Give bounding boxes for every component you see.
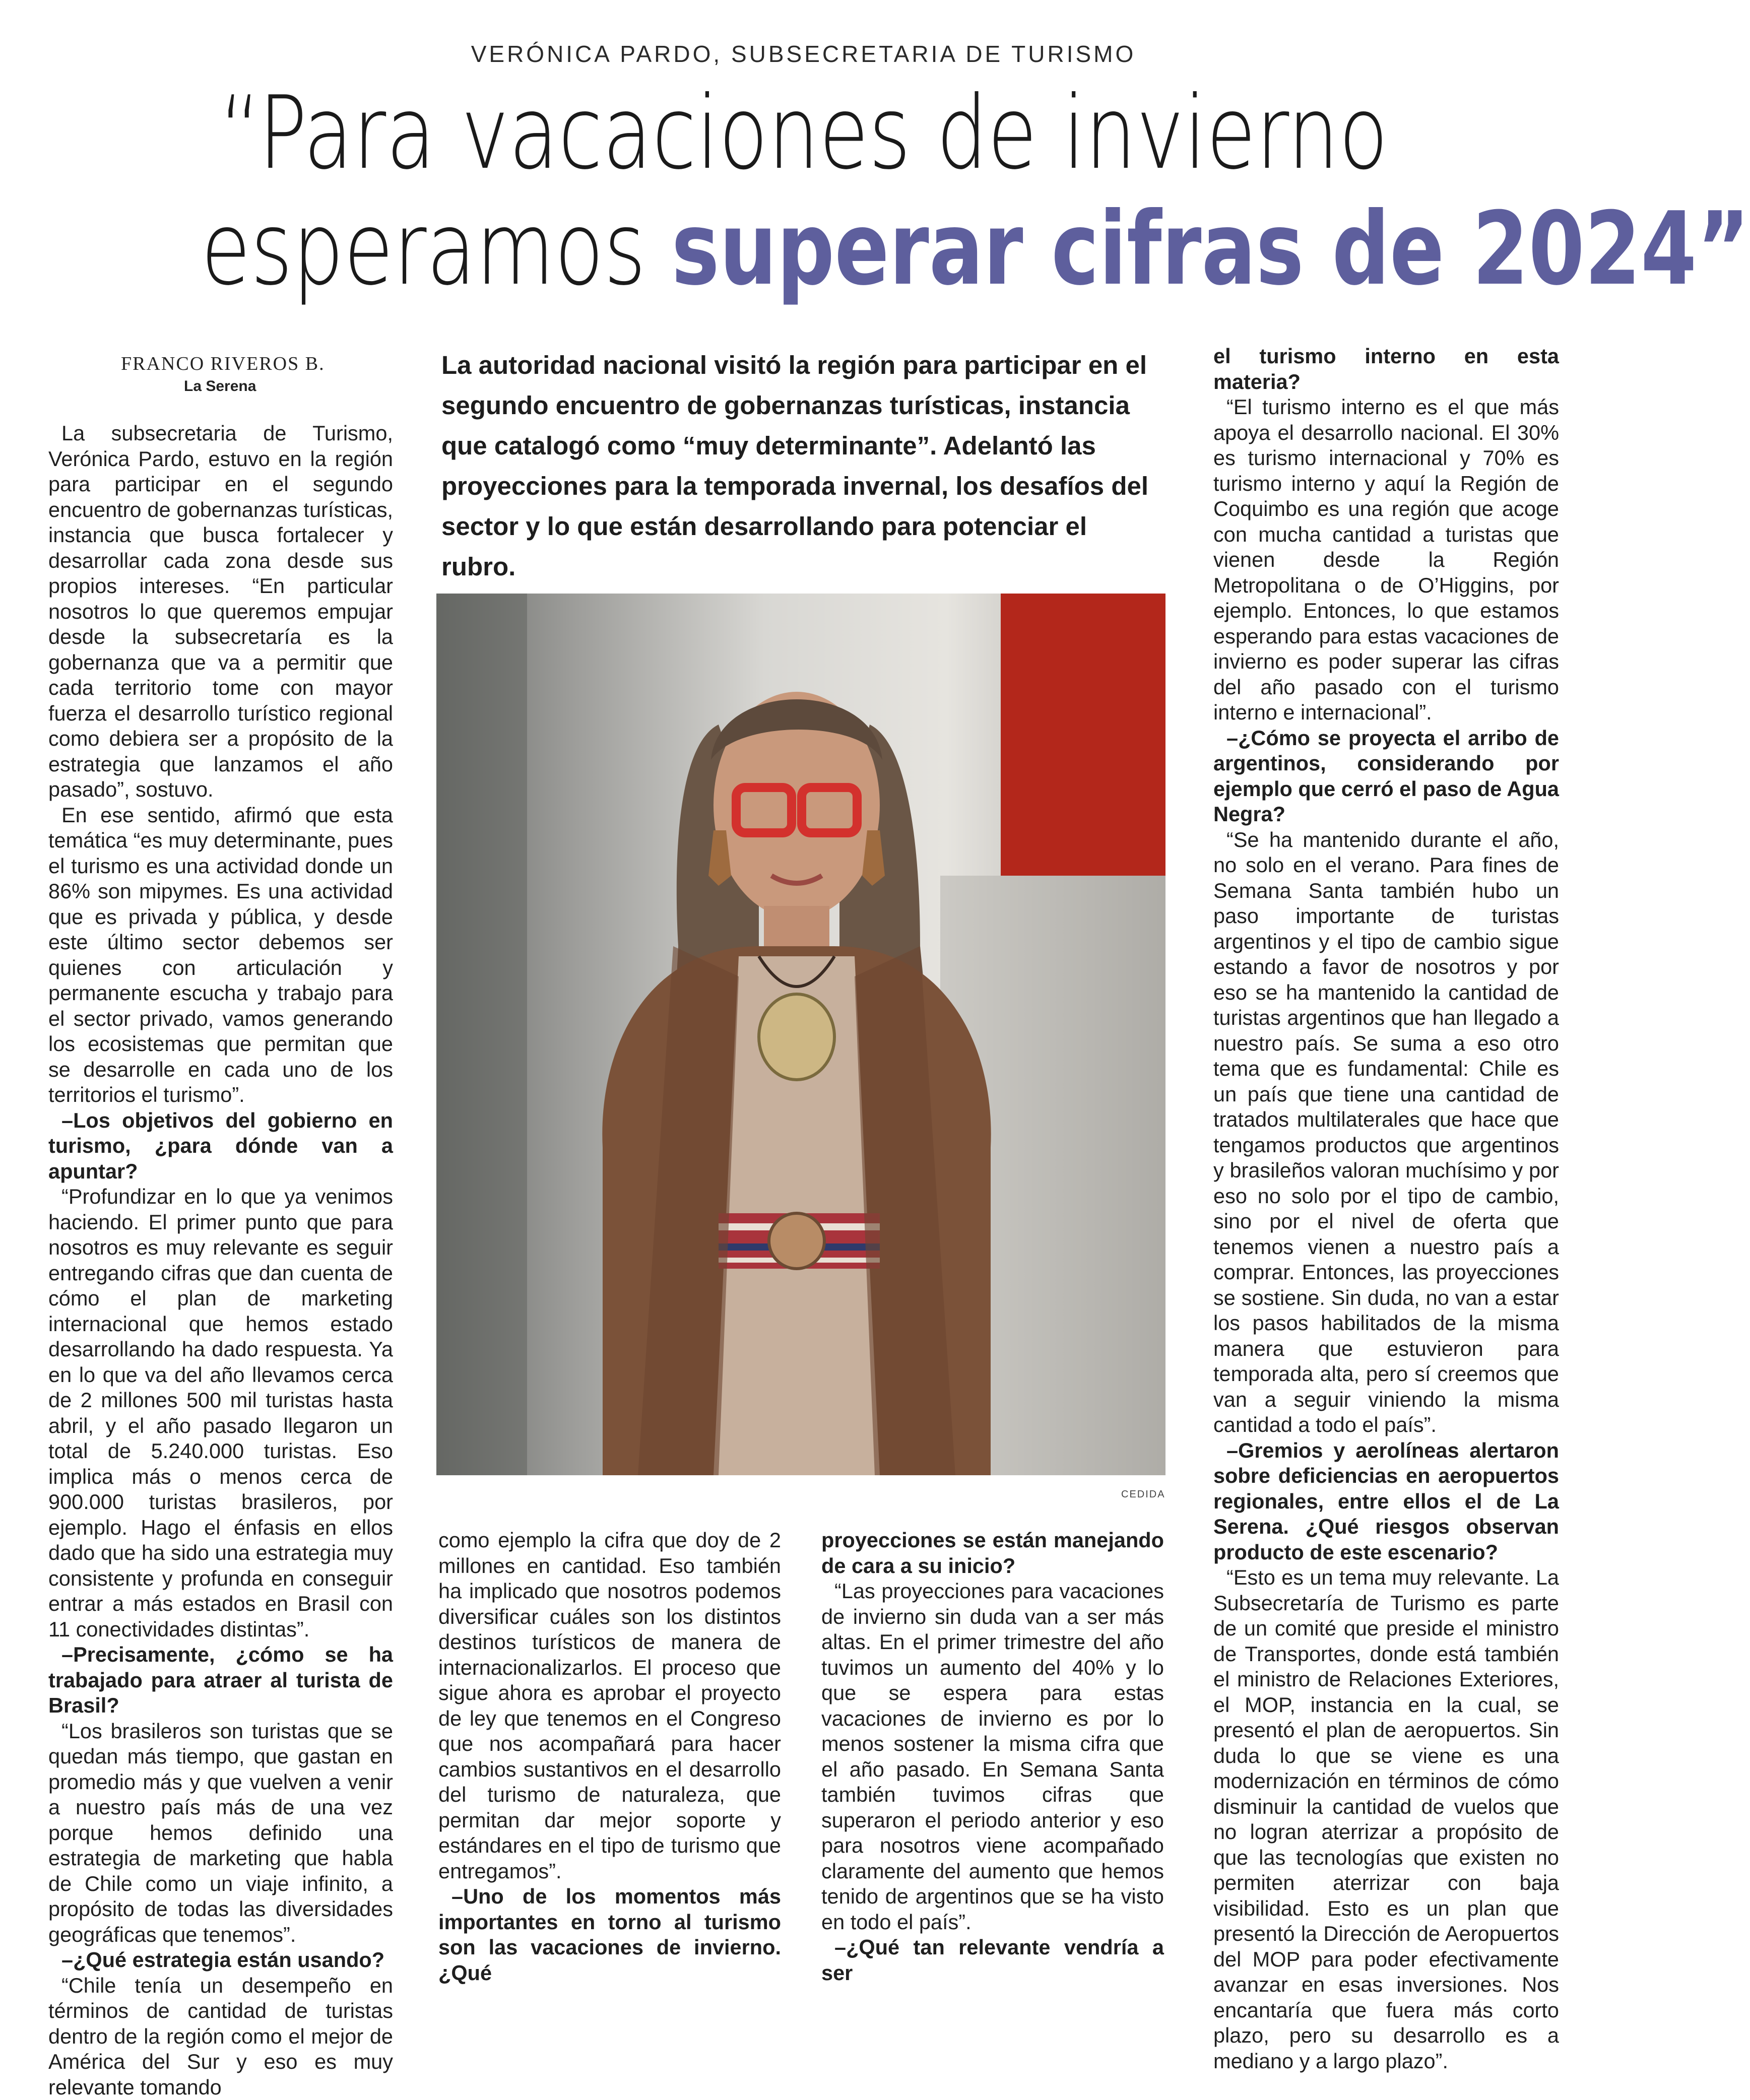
interview-question: –¿Cómo se proyecta el arribo de argentinos, considerando por ejemplo que cerró el paso de Agua Negra? (1213, 726, 1559, 827)
paragraph: La subsecretaria de Turismo, Verónica Pardo, estuvo en la región para participar en el segundo encuentro de gobernanzas turísticas, instancia que busca fortalecer y desarrollar cada zona desde sus propios intereses. “En particular nosotros lo que queremos empujar desde la subsecretaría es la gobernanza que va a permitir que cada territorio tome con mayor fuerza el desarrollo turístico regional como debiera ser a propósito de la estrategia que lanzamos el año pasado”, sostuvo. (48, 421, 393, 803)
article-kicker: VERÓNICA PARDO, SUBSECRETARIA DE TURISMO (0, 40, 1607, 68)
interview-question: proyecciones se están manejando de cara a su inicio? (821, 1528, 1164, 1579)
paragraph: “Chile tenía un desempeño en términos de cantidad de turistas dentro de la región como el mejor de América del Sur y eso es muy relevante tomando (48, 1973, 393, 2100)
article-column-2 (438, 1528, 781, 1986)
headline-plain-part: esperamos (201, 190, 672, 308)
paragraph: En ese sentido, afirmó que esta temática “es muy determinante, pues el turismo es una actividad donde un 86% son mipymes. Es una actividad que es privada y pública, y desde este último sector debemos ser quienes con articulación y permanente escucha y trabajo para el sector privado, vamos generando los ecosistemas que permitan que se desarrolle en cada uno de los territorios el turismo”. (48, 803, 393, 1108)
portrait-illustration (436, 594, 1165, 1475)
headline-accent-part: superar cifras de 2024” (672, 190, 1750, 308)
byline-author: FRANCO RIVEROS B. (121, 353, 325, 375)
paragraph: “Profundizar en lo que ya venimos haciendo. El primer punto que para nosotros es muy relevante es seguir entregando cifras que dan cuenta de cómo el plan de marketing internacional que hemos estado desarrollando ha dado respuesta. Ya en lo que va del año llevamos cerca de 2 millones 500 mil turistas hasta abril, y el año pasado llegaron un total de 5.240.000 turistas. Eso implica más o menos cerca de 900.000 turistas brasileros, por ejemplo. Hago el énfasis en ellos dado que ha sido una estrategia muy consistente y profunda en conseguir entrar a más estados en Brasil con 11 conectividades distintas”. (48, 1184, 393, 1642)
byline-location: La Serena (184, 378, 256, 395)
interview-question: –Gremios y aerolíneas alertaron sobre deficiencias en aeropuertos regionales, entre ellos el de La Serena. ¿Qué riesgos observan producto de este escenario? (1213, 1438, 1559, 1565)
interview-question: –Precisamente, ¿cómo se ha trabajado para atraer al turista de Brasil? (48, 1642, 393, 1719)
interview-question: –Uno de los momentos más importantes en torno al turismo son las vacaciones de invierno. ¿Qué (438, 1884, 781, 1986)
article-column-4 (1213, 344, 1559, 2074)
headline-line-1: “Para vacaciones de invierno (201, 76, 1406, 191)
photo-credit: CEDIDA (1121, 1489, 1165, 1500)
paragraph: “Los brasileros son turistas que se quedan más tiempo, que gastan en promedio más y que vuelven a venir a nuestro país más de una vez porque hemos definido una estrategia de marketing que habla de Chile como un viaje infinito, a propósito de todas las diversidades geográficas que tenemos”. (48, 1719, 393, 1948)
headline-line-2 (201, 191, 1406, 307)
paragraph: “Las proyecciones para vacaciones de invierno sin duda van a ser más altas. En el primer trimestre del año tuvimos un aumento del 40% y lo que se espera para estas vacaciones de invierno es por lo menos sostener la misma cifra que el año pasado. En Semana Santa también tuvimos cifras que superaron el periodo anterior y eso para nosotros viene acompañado claramente del aumento que hemos tenido de argentinos que se ha visto en todo el país”. (821, 1579, 1164, 1935)
article-column-1 (48, 421, 393, 2100)
paragraph: como ejemplo la cifra que doy de 2 millones en cantidad. Eso también ha implicado que nosotros podemos diversificar cuáles son los distintos destinos turísticos de manera de internacionalizarlos. El proceso que sigue ahora es aprobar el proyecto de ley que tenemos en el Congreso que nos acompañará para hacer cambios sustantivos en el desarrollo del turismo de naturaleza, que permitan dar mejor soporte y estándares en el tipo de turismo que entregamos”. (438, 1528, 781, 1884)
paragraph: “El turismo interno es el que más apoya el desarrollo nacional. El 30% es turismo internacional y 70% es turismo interno y aquí la Región de Coquimbo es una región que acoge con mucha cantidad a turistas que vienen desde la Región Metropolitana o de O’Higgins, por ejemplo. Entonces, lo que estamos esperando para estas vacaciones de invierno es poder superar las cifras del año pasado con el turismo interno e internacional”. (1213, 395, 1559, 726)
interview-question: –¿Qué tan relevante vendría a ser (821, 1935, 1164, 1986)
interview-question: –Los objetivos del gobierno en turismo, ¿para dónde van a apuntar? (48, 1108, 393, 1185)
paragraph: “Se ha mantenido durante el año, no solo en el verano. Para fines de Semana Santa también hubo un paso importante de turistas argentinos y el tipo de cambio sigue estando a favor de nosotros y por eso se ha mantenido la cantidad de turistas argentinos que han llegado a nuestro país. Se suma a eso otro tema que es fundamental: Chile es un país que tiene una cantidad de tratados multilaterales que hace que tengamos productos que argentinos y brasileños valoran muchísimo y por eso no solo por el tipo de cambio, sino por el nivel de oferta que tenemos vienen a nuestro país a comprar. Entonces, las proyecciones se sostiene. Sin duda, no van a estar los pasos habilitados de la misma manera que estuvieron para temporada alta, pero sí creemos que van a seguir viniendo la misma cantidad a todo el país”. (1213, 827, 1559, 1438)
interview-question: el turismo interno en esta materia? (1213, 344, 1559, 395)
interview-question: –¿Qué estrategia están usando? (48, 1947, 393, 1973)
article-column-3 (821, 1528, 1164, 1986)
article-lead: La autoridad nacional visitó la región para participar en el segundo encuentro de gobernanzas turísticas, instancia que catalogó como “muy determinante”. Adelantó las proyecciones para la temporada invernal, los desafíos del sector y lo que están desarrollando para potenciar el rubro. (441, 345, 1157, 587)
paragraph: “Esto es un tema muy relevante. La Subsecretaría de Turismo es parte de un comité que preside el ministro de Transportes, donde está también el ministro de Relaciones Exteriores, el MOP, instancia en la cual, se presentó el plan de aeropuertos. Sin duda lo que se viene es una modernización en términos de cómo disminuir la cantidad de vuelos que no logran aterrizar a propósito de que las tecnologías que existen no permiten aterrizar con baja visibilidad. Esto es un plan que presentó la Dirección de Aeropuertos del MOP para poder efectivamente avanzar en esas inversiones. Nos encantaría que fuera más corto plazo, pero su desarrollo es a mediano y a largo plazo”. (1213, 1565, 1559, 2074)
portrait-photo (436, 594, 1165, 1475)
